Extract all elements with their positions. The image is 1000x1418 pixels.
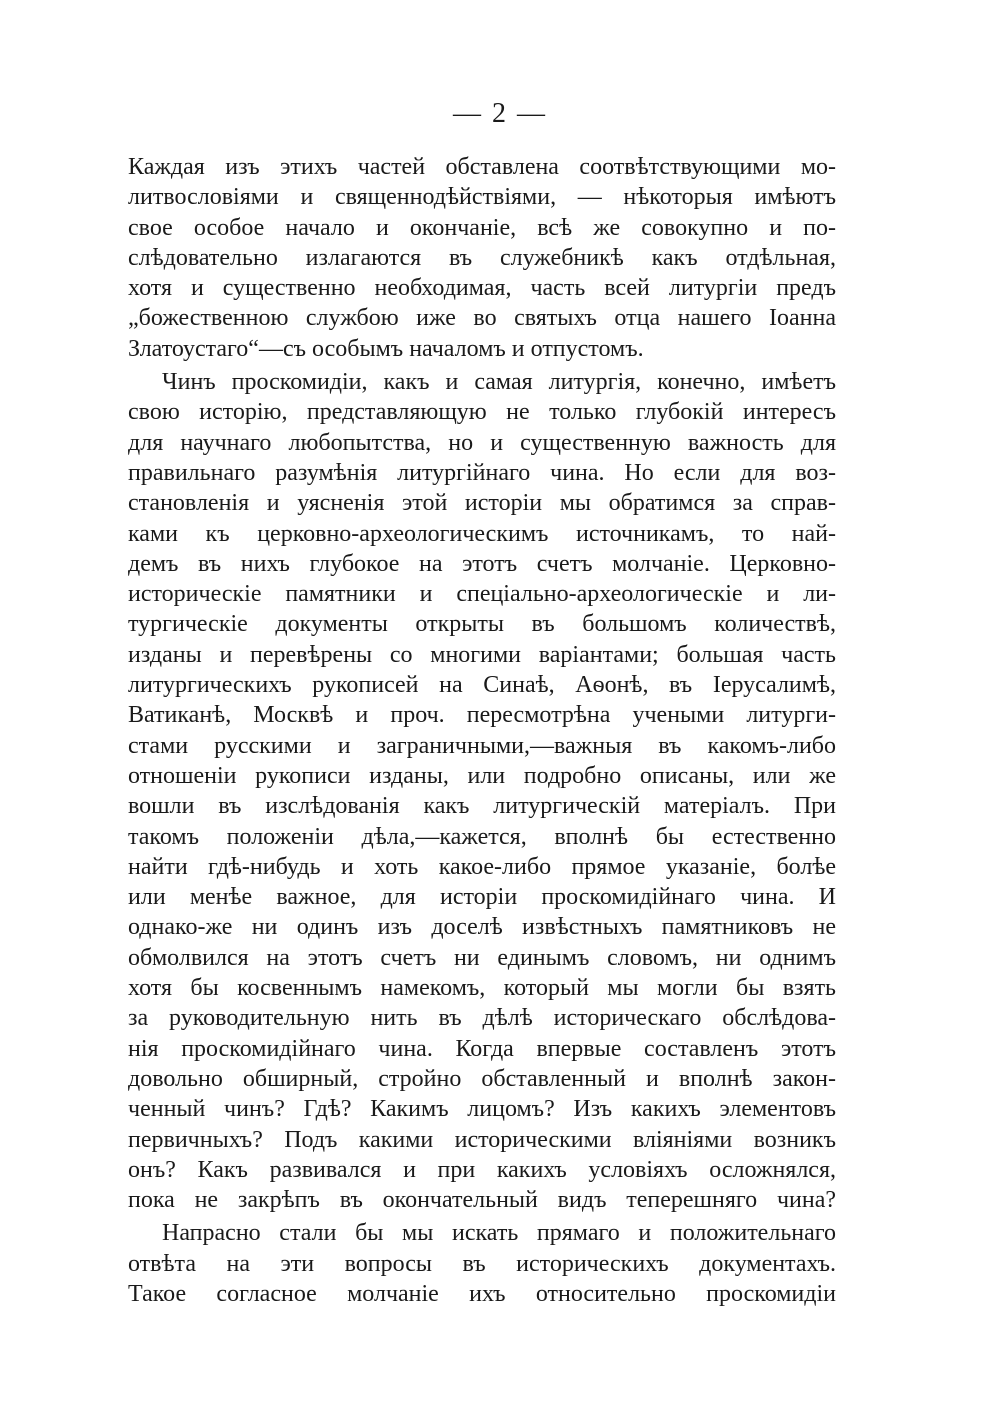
text-line: свою исторію, представляющую не только глубокій интересъ [128, 399, 836, 426]
text-line: пока не закрѣпъ въ окончательный видъ теперешняго чина? [128, 1187, 836, 1214]
text-line: Такое согласное молчаніе ихъ относительно проскомидіи [128, 1280, 836, 1307]
text-line: вошли въ изслѣдованія какъ литургическій матеріалъ. При [128, 793, 836, 820]
text-line: слѣдовательно излагаются въ служебникѣ какъ отдѣльная, [128, 244, 836, 271]
text-line: правильнаго разумѣнія литургійнаго чина. Но если для воз- [128, 459, 836, 486]
text-line: Напрасно стали бы мы искать прямаго и положительнаго [162, 1220, 836, 1247]
text-line: обмолвился на этотъ счетъ ни единымъ словомъ, ни однимъ [128, 944, 836, 971]
text-line: отвѣта на эти вопросы въ историческихъ документахъ. [128, 1250, 836, 1277]
paragraph-2 [128, 367, 836, 1215]
text-line: изданы и перевѣрены со многими варіантами; большая часть [128, 641, 836, 668]
paragraph-3 [128, 1218, 836, 1309]
text-line: „божественною службою иже во святыхъ отца нашего Іоанна [128, 305, 836, 332]
text-line: демъ въ нихъ глубокое на этотъ счетъ молчаніе. Церковно- [128, 550, 836, 577]
text-line: Ватиканѣ, Москвѣ и проч. пересмотрѣна учеными литурги- [128, 702, 836, 729]
text-line: онъ? Какъ развивался и при какихъ условіяхъ осложнялся, [128, 1156, 836, 1183]
text-line: найти гдѣ-нибудь и хоть какое-либо прямое указаніе, болѣе [128, 853, 836, 880]
text-line: довольно обширный, стройно обставленный и вполнѣ закон- [128, 1065, 836, 1092]
text-line: или менѣе важное, для исторіи проскомидійнаго чина. И [128, 884, 836, 911]
text-line: литвословіями и священнодѣйствіями, — нѣкоторыя имѣютъ [128, 184, 836, 211]
text-line: такомъ положеніи дѣла,—кажется, вполнѣ бы естественно [128, 823, 836, 850]
text-line: Златоустаго“—съ особымъ началомъ и отпустомъ. [128, 335, 644, 362]
text-line: хотя бы косвеннымъ намекомъ, который мы могли бы взять [128, 975, 836, 1002]
text-line: Чинъ проскомидіи, какъ и самая литургія, конечно, имѣетъ [162, 369, 836, 396]
text-line: за руководительную нить въ дѣлѣ историческаго обслѣдова- [128, 1005, 836, 1032]
text-line: нія проскомидійнаго чина. Когда впервые составленъ этотъ [128, 1035, 836, 1062]
paragraph-1 [128, 152, 836, 364]
text-line: становленія и уясненія этой исторіи мы обратимся за справ- [128, 490, 836, 517]
text-line: первичныхъ? Подъ какими историческими вліяніями возникъ [128, 1126, 836, 1153]
text-line: для научнаго любопытства, но и существенную важность для [128, 429, 836, 456]
page-number: — 2 — [453, 98, 547, 129]
text-line: ченный чинъ? Гдѣ? Какимъ лицомъ? Изъ какихъ элементовъ [128, 1096, 836, 1123]
text-line: литургическихъ рукописей на Синаѣ, Аѳонѣ, въ Іерусалимѣ, [128, 672, 836, 699]
body-text [128, 152, 836, 1309]
text-line: свое особое начало и окончаніе, всѣ же совокупно и по- [128, 214, 836, 241]
text-line: историческіе памятники и спеціально-археологическіе и ли- [128, 581, 836, 608]
text-line: однако-же ни одинъ изъ доселѣ извѣстныхъ памятниковъ не [128, 914, 836, 941]
text-line: стами русскими и заграничными,—важныя въ какомъ-либо [128, 732, 836, 759]
text-line: ками къ церковно-археологическимъ источникамъ, то най- [128, 520, 836, 547]
text-line: тургическіе документы открыты въ большомъ количествѣ, [128, 611, 836, 638]
text-line: хотя и существенно необходимая, часть всей литургіи предъ [128, 275, 836, 302]
text-line: отношеніи рукописи изданы, или подробно описаны, или же [128, 762, 836, 789]
text-line: Каждая изъ этихъ частей обставлена соотвѣтствующими мо- [128, 154, 836, 180]
